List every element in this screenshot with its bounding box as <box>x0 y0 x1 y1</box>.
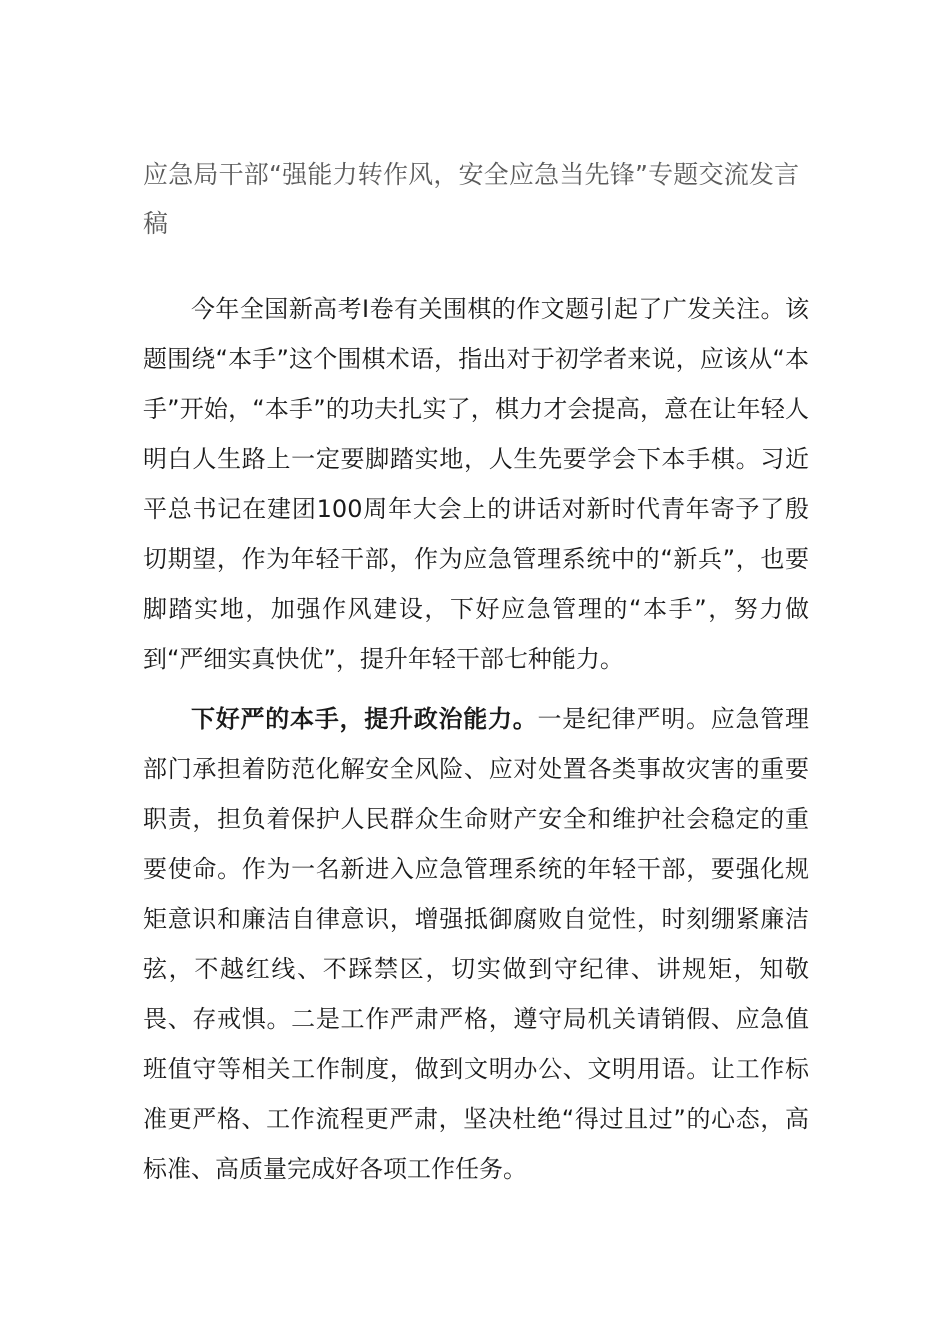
paragraph-intro <box>143 284 809 684</box>
paragraph-discipline-heading: 下好严的本手，提升政治能力。 <box>191 705 538 733</box>
document-title: 应急局干部“强能力转作风，安全应急当先锋”专题交流发言稿 <box>143 160 800 238</box>
paragraph-discipline-text: 一是纪律严明。应急管理部门承担着防范化解安全风险、应对处置各类事故灾害的重要职责，担负着保护人民群众生命财产安全和维护社会稳定的重要使命。作为一名新进入应急管理系统的年轻干部，要强化规矩意识和廉洁自律意识，增强抵御腐败自觉性，时刻绷紧廉洁弦，不越红线、不踩禁区，切实做到守纪律、讲规矩，知敬畏、存戒惧。二是工作严肃严格，遵守局机关请销假、应急值班值守等相关工作制度，做到文明办公、文明用语。让工作标准更严格、工作流程更严肃，坚决杜绝“得过且过”的心态，高标准、高质量完成好各项工作任务。 <box>143 705 809 1183</box>
paragraph-intro-text: 今年全国新高考Ⅰ卷有关围棋的作文题引起了广发关注。该题围绕“本手”这个围棋术语，指出对于初学者来说，应该从“本手”开始，“本手”的功夫扎实了，棋力才会提高，意在让年轻人明白人生路上一定要脚踏实地，人生先要学会下本手棋。习近平总书记在建团100周年大会上的讲话对新时代青年寄予了殷切期望，作为年轻干部，作为应急管理系统中的“新兵”，也要脚踏实地，加强作风建设，下好应急管理的“本手”，努力做到“严细实真快优”，提升年轻干部七种能力。 <box>143 295 809 673</box>
document-body <box>143 150 809 1194</box>
paragraph-discipline <box>143 694 809 1194</box>
